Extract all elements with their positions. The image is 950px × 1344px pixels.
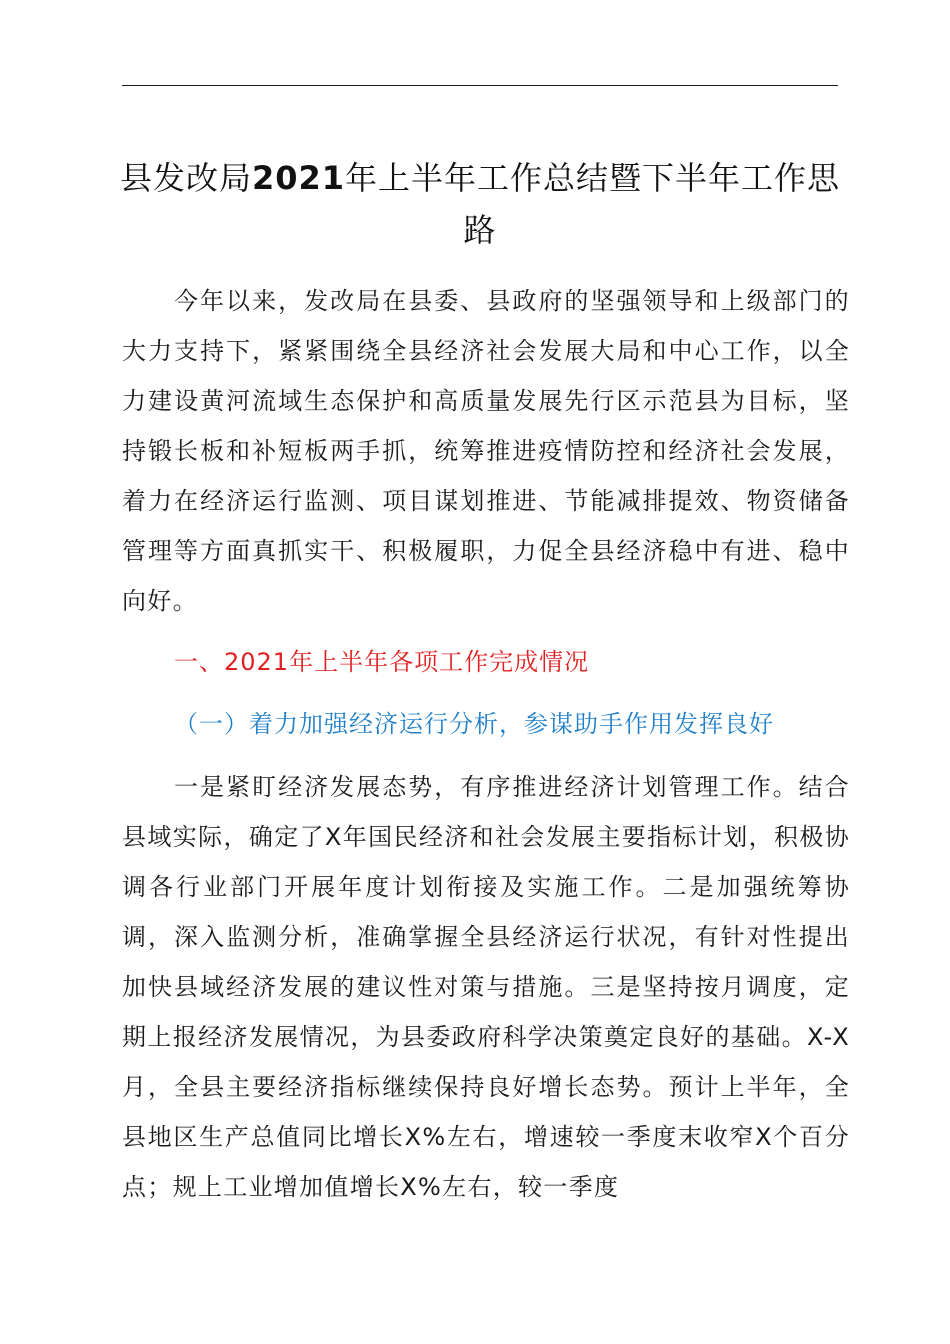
title-prefix: 县发改局: [119, 159, 252, 197]
title-suffix: 年上半年工作总结暨下半年工作思路: [345, 159, 841, 249]
body-paragraph: 一是紧盯经济发展态势，有序推进经济计划管理工作。结合县域实际，确定了X年国民经济和社会发展主要指标计划，积极协调各行业部门开展年度计划衔接及实施工作。二是加强统筹协调，深入监测分析，准确掌握全县经济运行状况，有针对性提出加快县域经济发展的建议性对策与措施。三是坚持按月调度，定期上报经济发展情况，为县委政府科学决策奠定良好的基础。X-X月，全县主要经济指标继续保持良好增长态势。预计上半年，全县地区生产总值同比增长X%左右，增速较一季度末收窄X个百分点；规上工业增加值增长X%左右，较一季度: [122, 773, 850, 1201]
title-year: 2021: [251, 159, 346, 197]
header-rule: [122, 85, 838, 86]
intro-paragraph: 今年以来，发改局在县委、县政府的坚强领导和上级部门的大力支持下，紧紧围绕全县经济社会发展大局和中心工作，以全力建设黄河流域生态保护和高质量发展先行区示范县为目标，坚持锻长板和补短板两手抓，统筹推进疫情防控和经济社会发展，着力在经济运行监测、项目谋划推进、节能减排提效、物资储备管理等方面真抓实干、积极履职，力促全县经济稳中有进、稳中向好。: [122, 287, 850, 615]
subsection-heading: （一）着力加强经济运行分析，参谋助手作用发挥良好: [174, 710, 774, 738]
document-title: [110, 152, 850, 256]
section-heading: 一、2021年上半年各项工作完成情况: [174, 648, 590, 676]
